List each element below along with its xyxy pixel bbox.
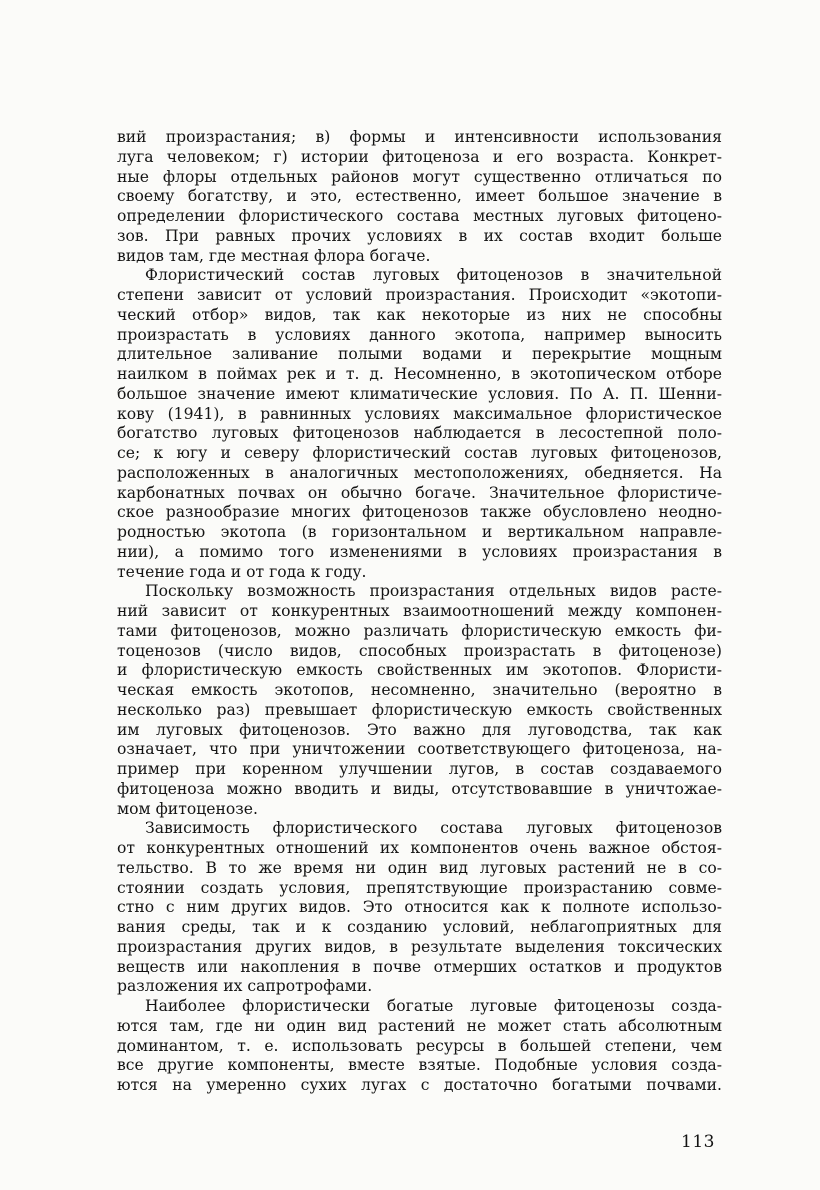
text-line: ные флоры отдельных районов могут существенно отличаться по <box>117 167 722 186</box>
text-line: тоценозов (число видов, способных произрастать в фитоценозе) <box>117 641 722 660</box>
text-line: от конкурентных отношений их компонентов очень важное обстоя- <box>117 839 722 857</box>
text-line: длительное заливание полыми водами и перекрытие мощным <box>117 345 722 364</box>
text-line: тами фитоценозов, можно различать флористическую емкость фи- <box>117 621 722 640</box>
text-line: наилком в поймах рек и т. д. Несомненно, в экотопическом отборе <box>117 365 722 383</box>
paragraph-5 <box>117 997 722 1096</box>
text-line: ческая емкость экотопов, несомненно, значительно (вероятно в <box>117 681 722 699</box>
paragraph-4 <box>117 819 722 997</box>
text-line: им луговых фитоценозов. Это важно для луговодства, так как <box>117 720 722 739</box>
text-line: определении флористического состава местных луговых фитоцено- <box>117 207 722 225</box>
text-line: все другие компоненты, вместе взятые. Подобные условия созда- <box>117 1056 722 1075</box>
text-line: нии), а помимо того изменениями в условиях произрастания в <box>117 542 722 561</box>
text-line: несколько раз) превышает флористическую емкость свойственных <box>117 700 722 719</box>
text-line: родностью экотопа (в горизонтальном и вертикальном направле- <box>117 523 722 541</box>
text-line: ний зависит от конкурентных взаимоотношений между компонен- <box>117 602 722 620</box>
text-line: тельство. В то же время ни один вид луговых растений не в со- <box>117 858 722 877</box>
paragraph-1 <box>117 128 722 266</box>
text-line: большое значение имеют климатические условия. По А. П. Шенни- <box>117 384 722 403</box>
text-line: зов. При равных прочих условиях в их состав входит больше <box>117 226 722 245</box>
text-line: произрастания других видов, в результате выделения токсических <box>117 937 722 956</box>
text-line: степени зависит от условий произрастания. Происходит «экотопи- <box>117 286 722 304</box>
text-line: Флористический состав луговых фитоценозов в значительной <box>145 266 722 285</box>
text-line: вания среды, так и к созданию условий, неблагоприятных для <box>117 918 722 936</box>
text-line: доминантом, т. е. использовать ресурсы в большей степени, чем <box>117 1036 722 1055</box>
page-number: 113 <box>681 1132 715 1152</box>
paragraph-3 <box>117 582 722 819</box>
text-line: ское разнообразие многих фитоценозов также обусловлено неодно- <box>117 503 722 522</box>
text-line: расположенных в аналогичных местоположениях, обедняется. На <box>117 463 722 482</box>
text-line: течение года и от года к году. <box>117 562 367 581</box>
text-line: фитоценоза можно вводить и виды, отсутствовавшие в уничтожае- <box>117 779 722 798</box>
text-line: луга человеком; г) истории фитоценоза и его возраста. Конкрет- <box>117 147 722 166</box>
text-line: се; к югу и северу флористический состав луговых фитоценозов, <box>117 444 722 462</box>
text-line: и флористическую емкость свойственных им экотопов. Флористи- <box>117 661 722 680</box>
text-line: стоянии создать условия, препятствующие произрастанию совме- <box>117 878 722 897</box>
text-line: означает, что при уничтожении соответствующего фитоценоза, на- <box>117 740 722 759</box>
text-line: пример при коренном улучшении лугов, в состав создаваемого <box>117 760 722 778</box>
text-line: стно с ним других видов. Это относится как к полноте использо- <box>117 898 722 917</box>
text-line: Поскольку возможность произрастания отдельных видов расте- <box>145 582 722 601</box>
text-line: своему богатству, и это, естественно, имеет большое значение в <box>117 187 722 206</box>
text-line: веществ или накопления в почве отмерших остатков и продуктов <box>117 957 722 976</box>
text-line: карбонатных почвах он обычно богаче. Значительное флористиче- <box>117 483 722 502</box>
text-line: кову (1941), в равнинных условиях максимальное флористическое <box>117 404 722 423</box>
text-line: видов там, где местная флора богаче. <box>117 246 431 265</box>
text-line: Зависимость флористического состава луговых фитоценозов <box>145 819 722 838</box>
text-line: ческий отбор» видов, так как некоторые из них не способны <box>117 305 722 324</box>
text-line: произрастать в условиях данного экотопа, например выносить <box>117 325 722 344</box>
text-line: мом фитоценозе. <box>117 799 258 818</box>
text-line: Наиболее флористически богатые луговые фитоценозы созда- <box>145 997 722 1015</box>
text-line: разложения их сапротрофами. <box>117 977 373 996</box>
text-line: богатство луговых фитоценозов наблюдается в лесостепной поло- <box>117 424 722 443</box>
text-line: ются на умеренно сухих лугах с достаточно богатыми почвами. <box>117 1076 722 1094</box>
text-line: вий произрастания; в) формы и интенсивности использования <box>117 128 722 146</box>
body-text <box>117 128 722 1096</box>
text-line: ются там, где ни один вид растений не может стать абсолютным <box>117 1016 722 1035</box>
paragraph-2 <box>117 266 722 582</box>
